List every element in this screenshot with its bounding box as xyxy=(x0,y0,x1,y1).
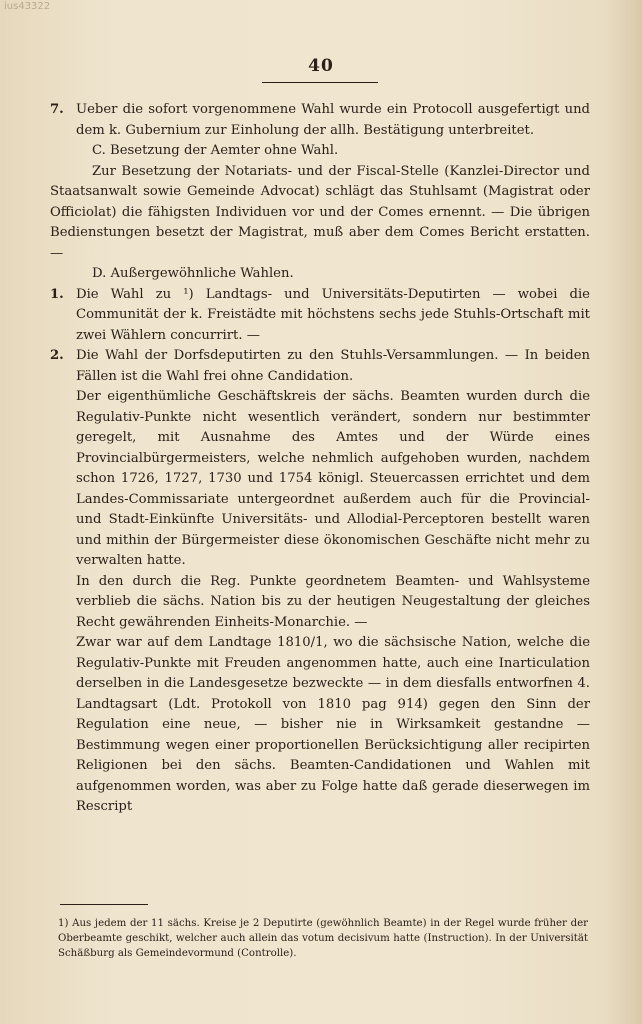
body-text xyxy=(50,100,590,818)
footnote-rule xyxy=(60,904,148,905)
section-d-heading: D. Außergewöhnliche Wahlen. xyxy=(92,266,294,281)
paragraph-geschaeftskreis: Der eigenthümliche Geschäftskreis der sächs. Beamten wurden durch die Regulativ-Punkte nicht wesentlich verändert, sondern nur bestimmter geregelt, mit Ausnahme des Amtes und der Würde eines Provincialbürgermeisters, welche nehmlich aufgehoben wurden, nachdem schon 1726, 1727, 1730 und 1754 königl. Steuercassen errichtet und dem Landes-Commissariate untergeordnet außerdem auch für die Provincial- und Stadt-Einkünfte Universitäts- und Allodial-Perceptoren bestellt waren und mithin der Bürgermeister diese ökonomischen Geschäfte nicht mehr zu verwalten hatte. xyxy=(76,389,590,568)
numbered-item-7 xyxy=(50,100,590,141)
page-number: 40 xyxy=(308,56,334,76)
item-text: Die Wahl der Dorfsdeputirten zu den Stuhls-Versammlungen. — In beiden Fällen ist die Wahl frei ohne Candidation. xyxy=(76,348,590,384)
footnote: 1) Aus jedem der 11 sächs. Kreise je 2 Deputirte (gewöhnlich Beamte) in der Regel wurde früher der Oberbeamte geschikt, welcher auch allein das votum decisivum hatte (Instruction). In der Universität Schäßburg als Gemeindevormund (Controlle). xyxy=(58,918,588,959)
item-number: 1. xyxy=(50,286,64,302)
item-text: Ueber die sofort vorgenommene Wahl wurde ein Protocoll ausgefertigt und dem k. Gubernium zur Einholung der allh. Bestätigung unterbreitet. xyxy=(76,102,590,138)
item-text: Die Wahl zu ¹) Landtags- und Universitäts-Deputirten — wobei die Communität der k. Freistädte mit höchstens sechs jede Stuhls-Ortschaft mit zwei Wählern concurrirt. — xyxy=(76,286,590,343)
numbered-item-2 xyxy=(50,346,590,387)
paragraph-landtage: Zwar war auf dem Landtage 1810/1, wo die sächsische Nation, welche die Regulativ-Punkte mit Freuden angenommen hatte, auch eine Inarticulation derselben in die Landesgesetze bezweckte — in dem diesfalls entworfnen 4. Landtagsart (Ldt. Protokoll von 1810 pag 914) gegen den Sinn der Regulation eine neue, — bisher nie in Wirksamkeit gestandne — Bestimmung wegen einer proportionellen Berücksichtigung aller recipirten Religionen bei den sächs. Beamten-Candidationen und Wahlen mit aufgenommen worden, was aber zu Folge hatte daß gerade dieserwegen im Rescript xyxy=(76,635,590,814)
item-number: 2. xyxy=(50,348,64,363)
paragraph-wahlsysteme: In den durch die Reg. Punkte geordnetem Beamten- und Wahlsysteme verblieb die sächs. Nation bis zu der heutigen Neugestaltung der gleiches Recht gewährenden Einheits-Monarchie. — xyxy=(76,573,590,630)
numbered-item-1 xyxy=(50,285,590,347)
library-stamp: ius43322 xyxy=(4,1,51,12)
header-rule xyxy=(262,82,378,83)
item-number: 7. xyxy=(50,102,64,117)
section-c-paragraph: Zur Besetzung der Notariats- und der Fiscal-Stelle (Kanzlei-Director und Staatsanwalt sowie Gemeinde Advocat) schlägt das Stuhlsamt (Magistrat oder Officiolat) die fähigsten Individuen vor und der Comes ernennt. — Die übrigen Bedienstungen besetzt der Magistrat, muß aber dem Comes Bericht erstatten. — xyxy=(50,163,590,261)
section-c-heading: C. Besetzung der Aemter ohne Wahl. xyxy=(92,143,339,158)
